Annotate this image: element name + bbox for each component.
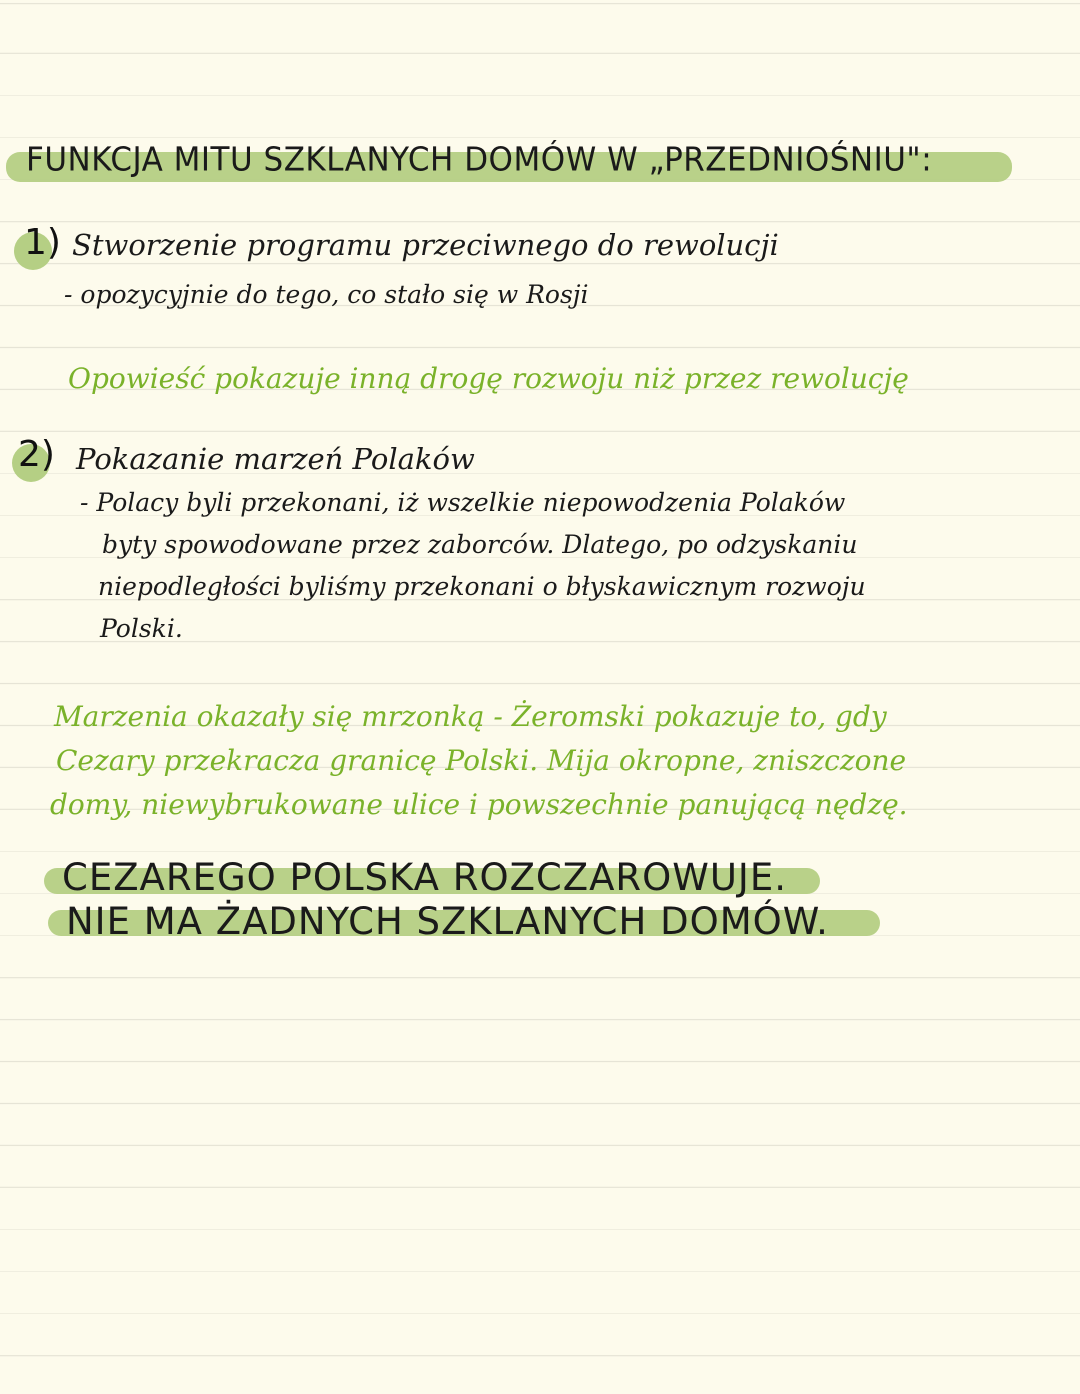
comment2-line: domy, niewybrukowane ulice i powszechnie panującą nędzę. [50,788,908,821]
point2-line: - Polacy byli przekonani, iż wszelkie niepowodzenia Polaków [80,488,846,517]
point1-number: 1) [24,222,61,263]
point2-number: 2) [18,434,55,475]
comment2-line: Marzenia okazały się mrzonką - Żeromski pokazuje to, gdy [54,700,887,733]
conclusion-line: NIE MA ŻADNYCH SZKLANYCH DOMÓW. [66,900,829,943]
comment1: Opowieść pokazuje inną drogę rozwoju niż przez rewolucję [68,362,909,395]
comment2-line: Cezary przekracza granicę Polski. Mija okropne, zniszczone [56,744,907,777]
point2-line: niepodległości byliśmy przekonani o błyskawicznym rozwoju [98,572,866,601]
page-title: FUNKCJA MITU SZKLANYCH DOMÓW W „PRZEDNIOŚNIU": [26,141,933,179]
conclusion-line: CEZAREGO POLSKA ROZCZAROWUJE. [62,856,787,899]
point1-heading: Stworzenie programu przeciwnego do rewolucji [72,228,779,262]
point1-detail: - opozycyjnie do tego, co stało się w Rosji [64,280,589,309]
point2-line: byty spowodowane przez zaborców. Dlatego, po odzyskaniu [102,530,858,559]
point2-line: Polski. [100,614,183,643]
point2-heading: Pokazanie marzeń Polaków [76,442,475,476]
